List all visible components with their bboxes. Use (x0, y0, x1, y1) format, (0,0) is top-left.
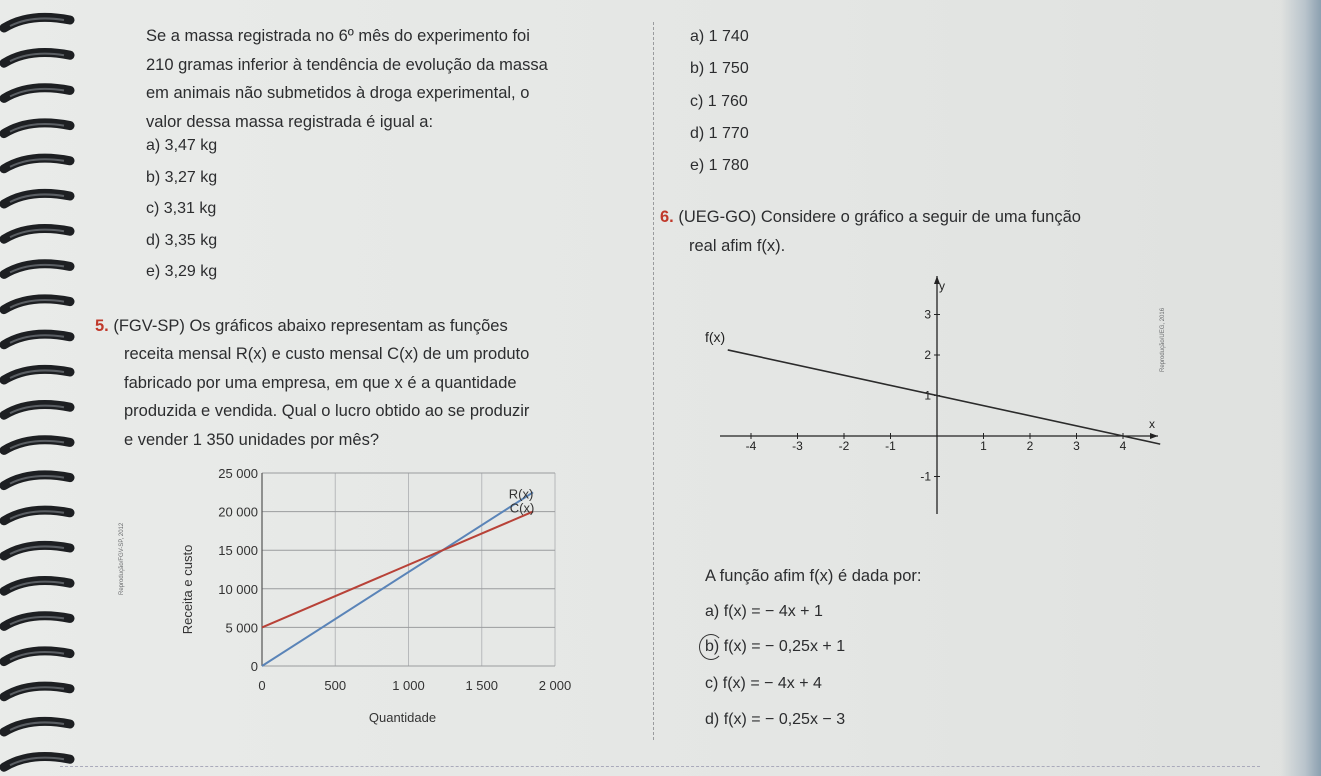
spiral-ring (4, 158, 70, 169)
y-tick-label: 10 000 (218, 581, 258, 597)
q5-image-credit: Reprodução/FGV-SP, 2012 (119, 522, 125, 595)
function-line (728, 350, 1160, 444)
q4-option-c[interactable]: c) 3,31 kg (146, 200, 217, 217)
series-label-revenue: R(x) (508, 486, 534, 502)
q6-option-letter: c) (705, 675, 719, 692)
y-tick-label: -1 (920, 469, 931, 484)
q5-stem-line: receita mensal R(x) e custo mensal C(x) de um produto (124, 345, 530, 363)
x-tick-label: 0 (258, 678, 266, 693)
x-tick-label: -2 (838, 439, 850, 453)
x-axis-letter: x (1149, 417, 1155, 431)
q6-option-expr: f(x) = − 4x + 4 (722, 675, 822, 692)
q5-stem-line: produzida e vendida. Qual o lucro obtido ao se produzir (124, 402, 530, 420)
q5-option-b[interactable]: b) 1 750 (690, 60, 749, 77)
q4-option-d[interactable]: d) 3,35 kg (146, 232, 218, 249)
y-tick-label: 20 000 (218, 504, 258, 520)
spiral-ring (4, 440, 70, 451)
spiral-ring (4, 299, 70, 310)
q4-stem-line: em animais não submetidos à droga experimental, o (146, 84, 530, 102)
spiral-ring (4, 510, 70, 521)
handwritten-circle-mark (699, 634, 723, 660)
y-axis-letter: y (939, 279, 945, 293)
spiral-ring (4, 264, 70, 275)
spiral-ring (4, 581, 70, 592)
q6-option-letter: d) (705, 711, 720, 728)
q6-option-expr: f(x) = − 0,25x − 3 (723, 711, 846, 728)
q5-stem-line: fabricado por uma empresa, em que x é a quantidade (124, 373, 517, 392)
spiral-ring (4, 405, 70, 416)
q6-stem (660, 203, 1081, 232)
x-tick-label: -3 (792, 439, 803, 453)
x-tick-label: 1 (980, 439, 987, 453)
q6-prompt: A função afim f(x) é dada por: (705, 567, 922, 585)
q4-stem-line: Se a massa registrada no 6º mês do experimento foi (146, 27, 530, 45)
q4-stem-line: 210 gramas inferior à tendência de evolução da massa (146, 55, 548, 74)
q5-option-d[interactable]: d) 1 770 (690, 125, 749, 142)
q5-stem-line: e vender 1 350 unidades por mês? (124, 430, 380, 449)
spiral-ring (4, 53, 70, 64)
x-tick-label: -4 (745, 439, 757, 453)
series-label-cost: C(x) (509, 500, 535, 516)
x-tick-label: 3 (1073, 439, 1080, 453)
x-tick-label: 1 000 (392, 678, 425, 693)
y-tick-label: 3 (924, 307, 931, 322)
y-tick-label: 0 (250, 659, 258, 674)
q6-option-d[interactable] (705, 711, 845, 729)
q6-stem-line: real afim f(x). (689, 237, 786, 255)
x-tick-label: 2 000 (538, 678, 572, 693)
spiral-ring (4, 721, 70, 732)
q6-option-a[interactable] (705, 603, 823, 621)
y-tick-label: 1 (924, 388, 931, 403)
spiral-ring (4, 369, 70, 380)
q6-option-c[interactable] (705, 675, 822, 693)
spiral-ring (4, 475, 70, 486)
q4-option-e[interactable]: e) 3,29 kg (146, 263, 218, 280)
y-tick-label: 15 000 (218, 543, 258, 559)
q5-option-a[interactable]: a) 1 740 (690, 28, 749, 45)
affine-function-graph (700, 270, 1170, 520)
q5-number: 5. (95, 317, 109, 335)
q5-stem (95, 312, 508, 341)
x-axis-label: Quantidade (368, 710, 437, 725)
spiral-ring (4, 616, 70, 627)
q5-option-e[interactable]: e) 1 780 (690, 157, 749, 174)
spiral-ring (4, 686, 70, 697)
spiral-binding (0, 0, 90, 776)
spiral-ring (4, 123, 70, 134)
spiral-ring (4, 334, 70, 345)
y-tick-label: 5 000 (225, 620, 258, 636)
x-tick-label: 1 500 (465, 678, 499, 693)
spiral-ring (4, 651, 70, 662)
q6-option-b[interactable] (705, 638, 845, 656)
series-line-cost (262, 512, 533, 628)
x-tick-label: 500 (324, 678, 347, 693)
q5-stem-line: (FGV-SP) Os gráficos abaixo representam as funções (113, 317, 508, 335)
q4-option-b[interactable]: b) 3,27 kg (146, 169, 218, 186)
page-edge-shadow (1281, 0, 1321, 776)
revenue-cost-chart (170, 460, 590, 730)
q6-first-line (660, 203, 1081, 232)
q6-option-letter: a) (705, 603, 720, 620)
series-line-revenue (262, 492, 533, 666)
q5-first-line (95, 312, 508, 341)
x-axis-arrow (1150, 433, 1158, 439)
q6-stem-line: (UEG-GO) Considere o gráfico a seguir de uma função (678, 208, 1081, 226)
q4-stem (146, 22, 548, 136)
x-tick-label: -1 (885, 439, 896, 453)
q6-option-letter: b) (705, 638, 720, 655)
y-tick-label: 2 (924, 348, 931, 362)
q6-option-expr: f(x) = − 0,25x + 1 (723, 638, 846, 655)
q6-option-expr: f(x) = − 4x + 1 (723, 603, 823, 620)
spiral-ring (4, 88, 70, 99)
y-axis-label: Receita e custo (180, 544, 195, 635)
x-tick-label: 4 (1119, 439, 1127, 453)
y-tick-label: 25 000 (218, 466, 258, 481)
q6-number: 6. (660, 208, 674, 226)
function-label: f(x) (705, 329, 726, 345)
x-tick-label: 2 (1026, 439, 1034, 453)
spiral-ring (4, 229, 70, 240)
q6-image-credit: Reprodução/UEG, 2016 (1160, 307, 1166, 372)
q5-option-c[interactable]: c) 1 760 (690, 93, 748, 110)
spiral-ring (4, 17, 70, 28)
column-divider (653, 22, 654, 740)
q4-stem-line: valor dessa massa registrada é igual a: (146, 112, 434, 131)
q4-option-a[interactable]: a) 3,47 kg (146, 137, 218, 154)
bottom-rule (60, 766, 1260, 767)
spiral-ring (4, 545, 70, 556)
spiral-ring (4, 193, 70, 204)
q5-stem-rest (124, 340, 529, 454)
